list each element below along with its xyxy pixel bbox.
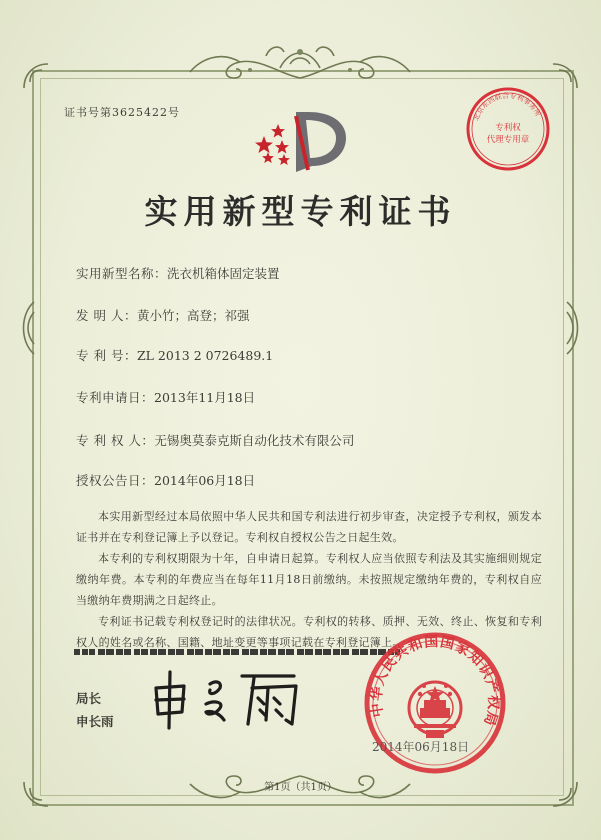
field-value: 黄小竹；高登；祁强: [136, 308, 250, 323]
certificate-number: 证书号第3625422号: [64, 106, 180, 119]
body-paragraph: 专利证书记载专利权登记时的法律状况。专利权的转移、质押、无效、终止、恢复和专利权人的姓名或名称、国籍、地址变更等事项记载在专利登记簿上。: [76, 615, 542, 649]
agency-seal: [463, 84, 553, 174]
field-value: ZL 2013 2 0726489.1: [136, 348, 274, 363]
field-value: 洗衣机箱体固定装置: [167, 266, 280, 281]
field-patentee: [76, 431, 354, 449]
body-paragraph: 本专利的专利权期限为十年，自申请日起算。专利权人应当依照专利法及其实施细则规定缴纳年费。本专利的年费应当在每年11月18日前缴纳。未按照规定缴纳年费的，专利权自应当缴纳年费期满之日起终止。: [76, 552, 542, 607]
field-label: 发 明 人：: [76, 308, 137, 323]
right-ornament: [559, 300, 583, 356]
director-signature: [150, 668, 310, 730]
top-ornament: [180, 38, 420, 84]
corner-ornament-top-right: [551, 60, 581, 90]
certificate-title: 实用新型专利证书: [144, 192, 457, 231]
field-patent-number: [76, 346, 273, 364]
field-announcement-date: [76, 471, 255, 489]
field-label: 专利申请日：: [76, 390, 155, 405]
official-seal-ring-text: 中华人民共和国国家知识产权局: [368, 633, 502, 729]
field-value: 2013年11月18日: [154, 390, 256, 405]
director-name: 申长雨: [76, 714, 114, 729]
agency-seal-line1: 专利权: [495, 123, 521, 133]
body-paragraph: 本实用新型经过本局依照中华人民共和国专利法进行初步审查，决定授予专利权，颁发本证书并在专利登记簿上予以登记。专利权自授权公告之日起生效。: [76, 510, 542, 544]
field-value: 无锡奥莫泰克斯自动化技术有限公司: [154, 433, 355, 448]
field-label: 专 利 权 人：: [76, 433, 155, 448]
field-label: 实用新型名称：: [76, 266, 168, 281]
page-number: 第1页（共1页）: [264, 782, 337, 793]
issue-date: 2014年06月18日: [372, 740, 470, 754]
barcode-strip: [74, 649, 400, 655]
field-value: 2014年06月18日: [154, 473, 256, 488]
director-title: 局长: [76, 691, 102, 706]
patent-office-logo: [250, 108, 354, 174]
left-ornament: [18, 300, 42, 356]
official-seal: [360, 628, 510, 778]
agency-seal-ring-text: 北京东西联合专利事务所: [472, 91, 542, 122]
agency-seal-line2: 代理专用章: [486, 135, 530, 145]
field-application-date: [76, 388, 255, 406]
field-utility-model-name: [76, 264, 280, 282]
national-emblem-icon: [409, 682, 461, 738]
corner-ornament-top-left: [20, 60, 50, 90]
field-inventor: [76, 306, 249, 324]
field-label: 授权公告日：: [76, 473, 155, 488]
field-label: 专 利 号：: [76, 348, 137, 363]
